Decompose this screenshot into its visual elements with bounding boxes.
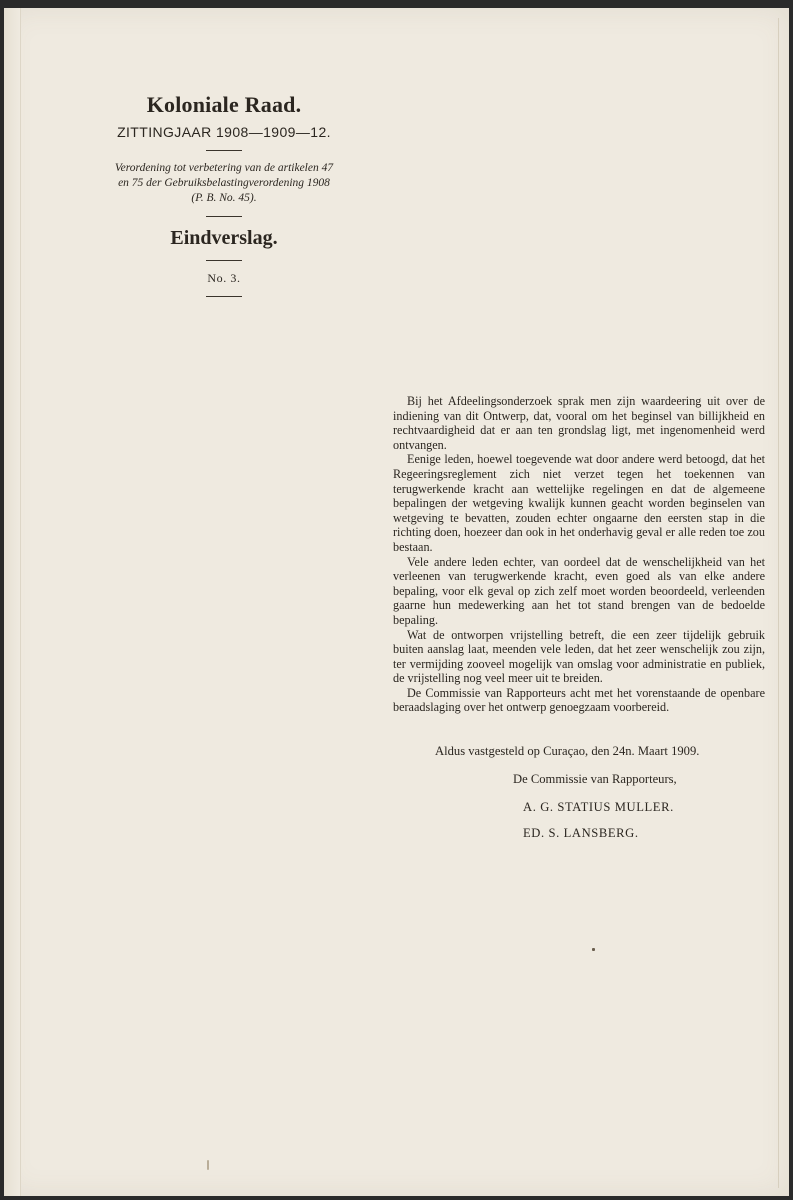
divider [206,260,242,261]
signatory-line: A. G. STATIUS MULLER. [523,800,674,814]
page-edge-line [778,18,779,1188]
subtitle-line: (P. B. No. 45). [191,192,257,204]
paragraph: Vele andere leden echter, van oordeel dat de wenschelijkheid van het verleenen van terugwerkende kracht, even goed als van elke andere bepaling, voor elk geval op zich zelf moet worden beoordeeld, verleenden gaarne hun medewerking aan het tot stand brengen van de bedoelde bepaling. [393,554,765,627]
session-year: ZITTINGJAAR 1908—1909—12. [117,124,331,140]
paragraph: Eenige leden, hoewel toegevende wat door andere werd betoogd, dat het Regeeringsreglement zich niet verzet tegen het toekennen van terugwerkende kracht aan wettelijke regelingen en dat de algemeene bepalingen der wetgeving kwalijk kunnen geacht worden beginselen van wetgeving te bevatten, zouden echter ongaarne den eersten stap in die richting doen, hoezeer dan ook in het onderhavig geval er alle reden toe zou bestaan. [393,452,765,554]
ordinance-subtitle [74,161,374,206]
place-date: Aldus vastgesteld op Curaçao, den 24n. Maart 1909. [435,744,700,758]
committee-line: De Commissie van Rapporteurs, [513,772,677,786]
document-number: No. 3. [207,271,241,285]
paragraph: Wat de ontworpen vrijstelling betreft, die een zeer tijdelijk gebruik buiten aanslag laat, meenden vele leden, dat het zeer wenschelijk zou zijn, ter vermijding zooveel mogelijk van omslag voor administratie en publiek, de vrijstelling nog veel meer uit te breiden. [393,627,765,686]
report-body [393,394,765,715]
divider [206,216,242,217]
divider [206,150,242,151]
subtitle-line: Verordening tot verbetering van de artikelen 47 [114,162,334,174]
signatory-line: ED. S. LANSBERG. [523,826,639,840]
document-page [4,8,789,1196]
ink-speck [592,948,595,951]
subtitle-line: en 75 der Gebruiksbelastingverordening 1908 [118,177,330,189]
page-gutter [4,8,21,1196]
paper-mark [207,1160,209,1170]
paragraph: Bij het Afdeelingsonderzoek sprak men zijn waardeering uit over de indiening van dit Ontwerp, dat, vooral om het beginsel van billijkheid en rechtvaardigheid dat er aan ten grondslag ligt, met ingenomenheid werd ontvangen. [393,394,765,452]
report-title: Eindverslag. [170,227,278,249]
divider [206,296,242,297]
paragraph: De Commissie van Rapporteurs acht met het vorenstaande de openbare beraadslaging over het ontwerp genoegzaam voorbereid. [393,685,765,715]
document-header [74,92,374,307]
council-title: Koloniale Raad. [146,92,302,117]
